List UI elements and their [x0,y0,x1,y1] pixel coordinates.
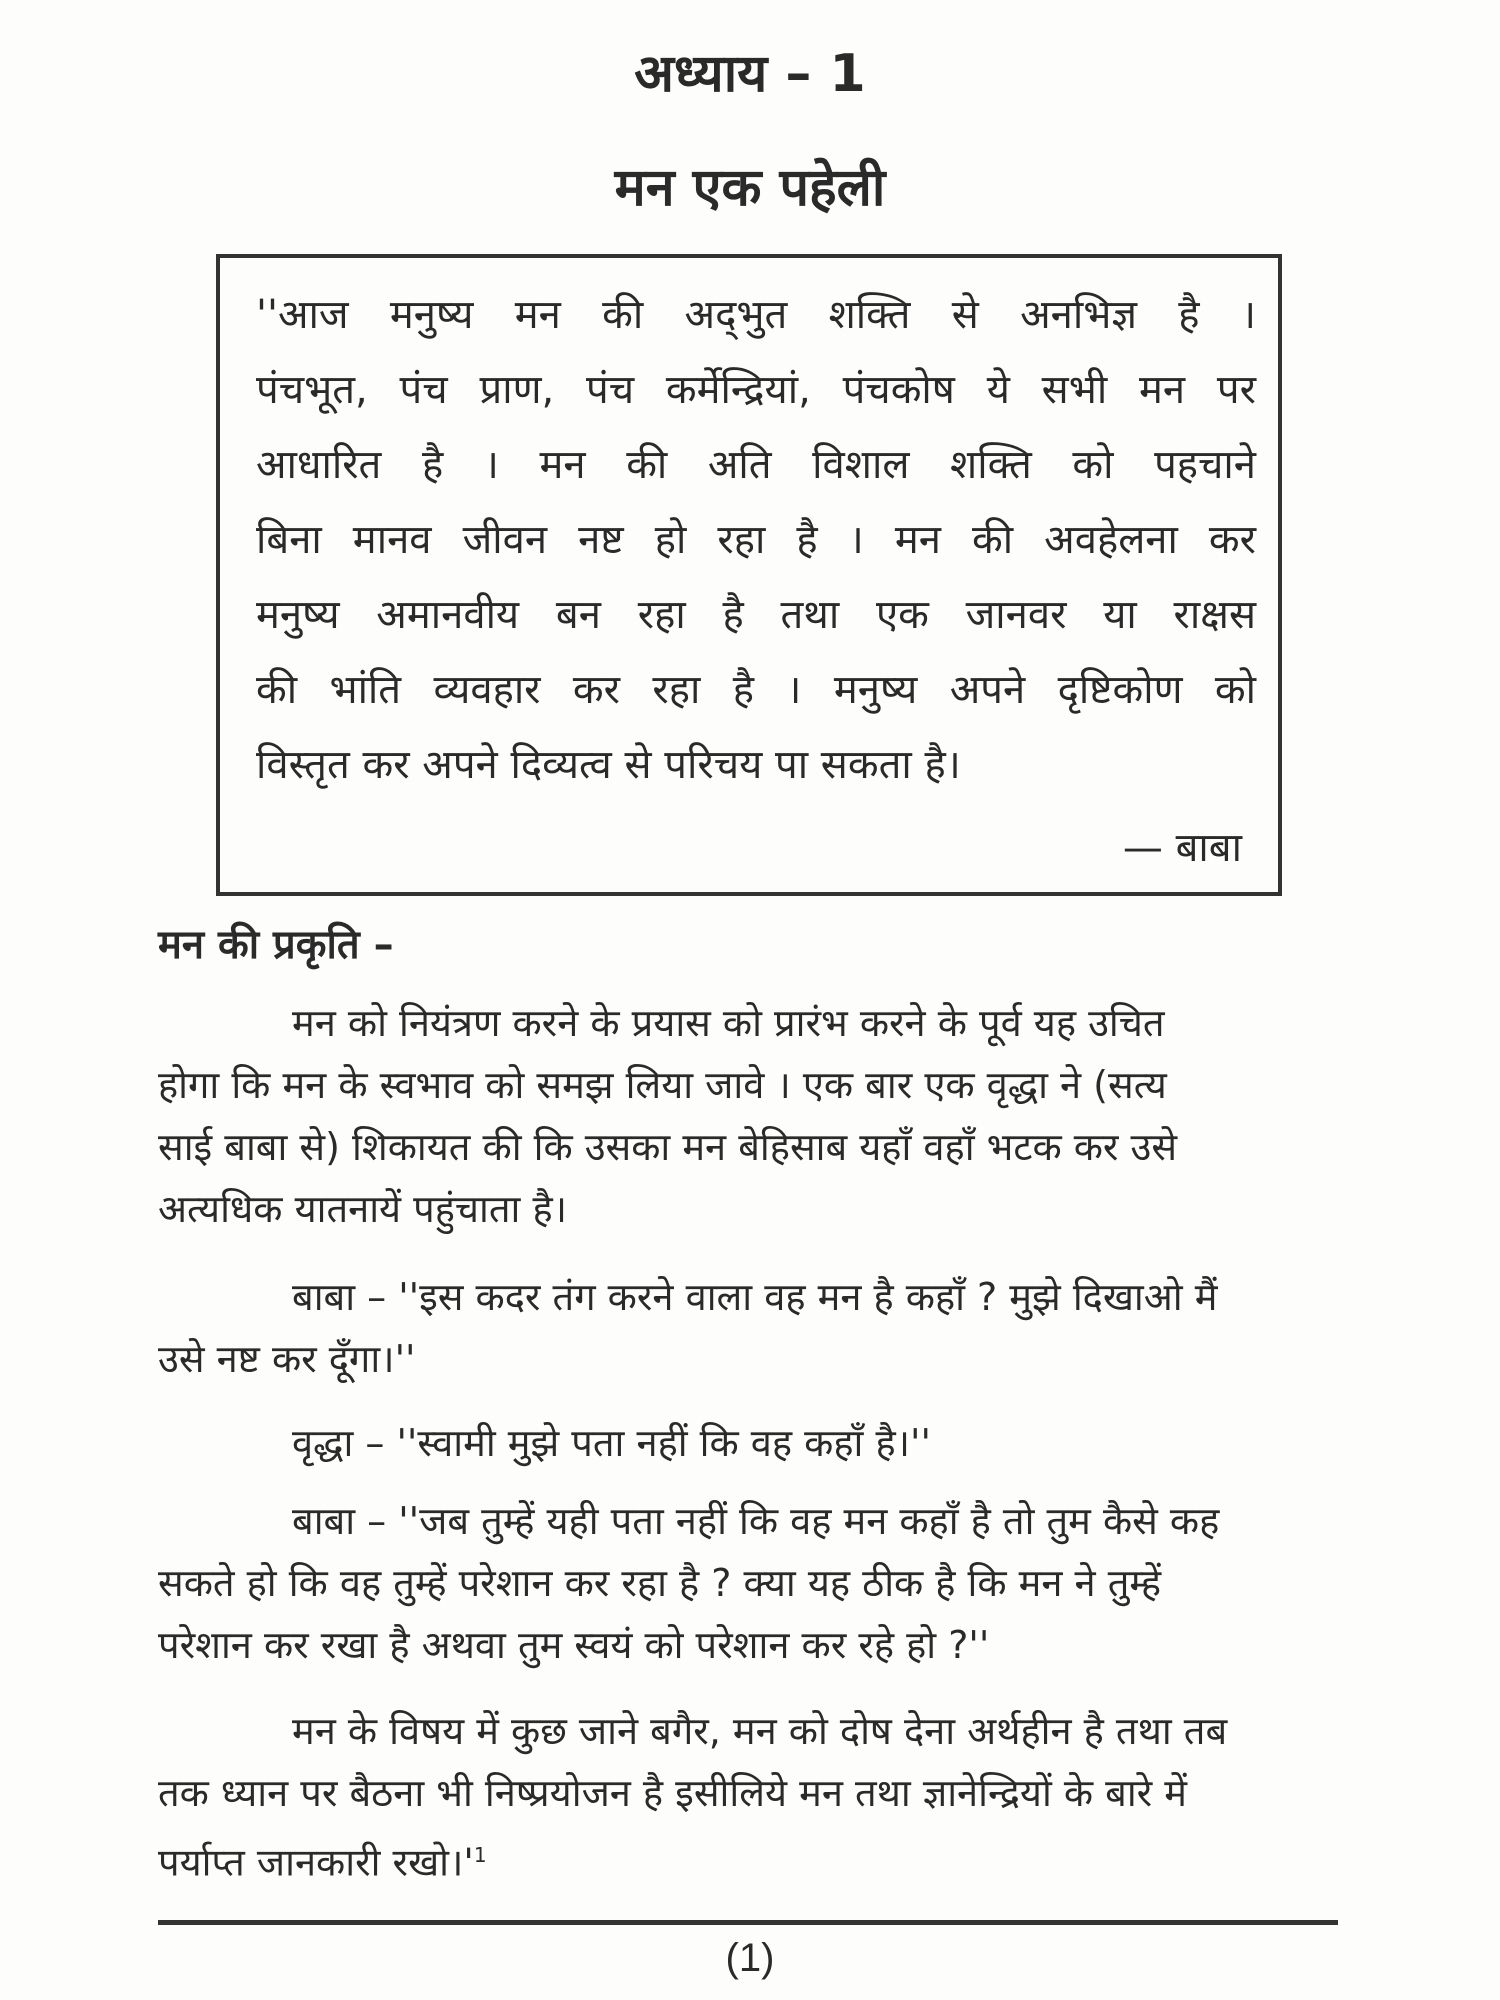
footer-rule [158,1920,1338,1925]
footnote-marker: 1 [473,1843,487,1867]
paragraph-line: वृद्धा – ''स्वामी मुझे पता नहीं कि वह कहाँ है।'' [292,1421,931,1465]
paragraph [158,1490,1338,1676]
paragraph-line: सकते हो कि वह तुम्हें परेशान कर रहा है ? क्या यह ठीक है कि मन ने तुम्हें [158,1561,1162,1605]
quote-line: पंचभूत, पंच प्राण, पंच कर्मेन्द्रियां, पंचकोष ये सभी मन पर [256,367,1256,413]
section-heading: मन की प्रकृति – [158,922,394,968]
paragraph-line: तक ध्यान पर बैठना भी निष्प्रयोजन है इसीलिये मन तथा ज्ञानेन्द्रियों के बारे में [158,1771,1188,1815]
paragraph-line: मन के विषय में कुछ जाने बगैर, मन को दोष देना अर्थहीन है तथा तब [292,1709,1228,1753]
paragraph-line [158,1824,1338,1894]
paragraph [158,992,1338,1240]
chapter-title: मन एक पहेली [614,158,886,218]
paragraph-line: परेशान कर रखा है अथवा तुम स्वयं को परेशान कर रहे हो ?'' [158,1623,990,1667]
quote-line: विस्तृत कर अपने दिव्यत्व से परिचय पा सकता है। [256,742,961,788]
quote-author: — बाबा [1122,825,1242,871]
paragraph-line: अत्यधिक यातनायें पहुंचाता है। [158,1187,568,1231]
page-number: (1) [725,1936,775,1980]
quote-line: ''आज मनुष्य मन की अद्‌भुत शक्ति से अनभिज्ञ है । [256,292,1256,338]
quote-line: बिना मानव जीवन नष्ट हो रहा है । मन की अवहेलना कर [256,517,1256,563]
paragraph [158,1700,1338,1894]
paragraph-line: उसे नष्ट कर दूँगा।'' [158,1337,416,1381]
paragraph-line-text: पर्याप्त जानकारी रखो।' [158,1840,474,1885]
paragraph-line: मन को नियंत्रण करने के प्रयास को प्रारंभ करने के पूर्व यह उचित [292,1001,1165,1045]
paragraph-line: होगा कि मन के स्वभाव को समझ लिया जावे । एक बार एक वृद्धा ने (सत्य [158,1063,1167,1107]
quote-line: आधारित है । मन की अति विशाल शक्ति को पहचाने [256,442,1256,488]
paragraph [158,1412,1338,1474]
chapter-heading: अध्याय – 1 [634,44,866,104]
paragraph [158,1266,1338,1390]
quote-line: की भांति व्यवहार कर रहा है । मनुष्य अपने दृष्टिकोण को [256,667,1256,713]
paragraph-line: बाबा – ''इस कदर तंग करने वाला वह मन है कहाँ ? मुझे दिखाओ मैं [292,1275,1218,1319]
paragraph-line: साई बाबा से) शिकायत की कि उसका मन बेहिसाब यहाँ वहाँ भटक कर उसे [158,1125,1178,1169]
quote-line: मनुष्य अमानवीय बन रहा है तथा एक जानवर या राक्षस [256,592,1256,638]
quote-box [216,254,1282,896]
paragraph-line: बाबा – ''जब तुम्हें यही पता नहीं कि वह मन कहाँ है तो तुम कैसे कह [292,1499,1220,1543]
quote-text [256,278,1256,803]
